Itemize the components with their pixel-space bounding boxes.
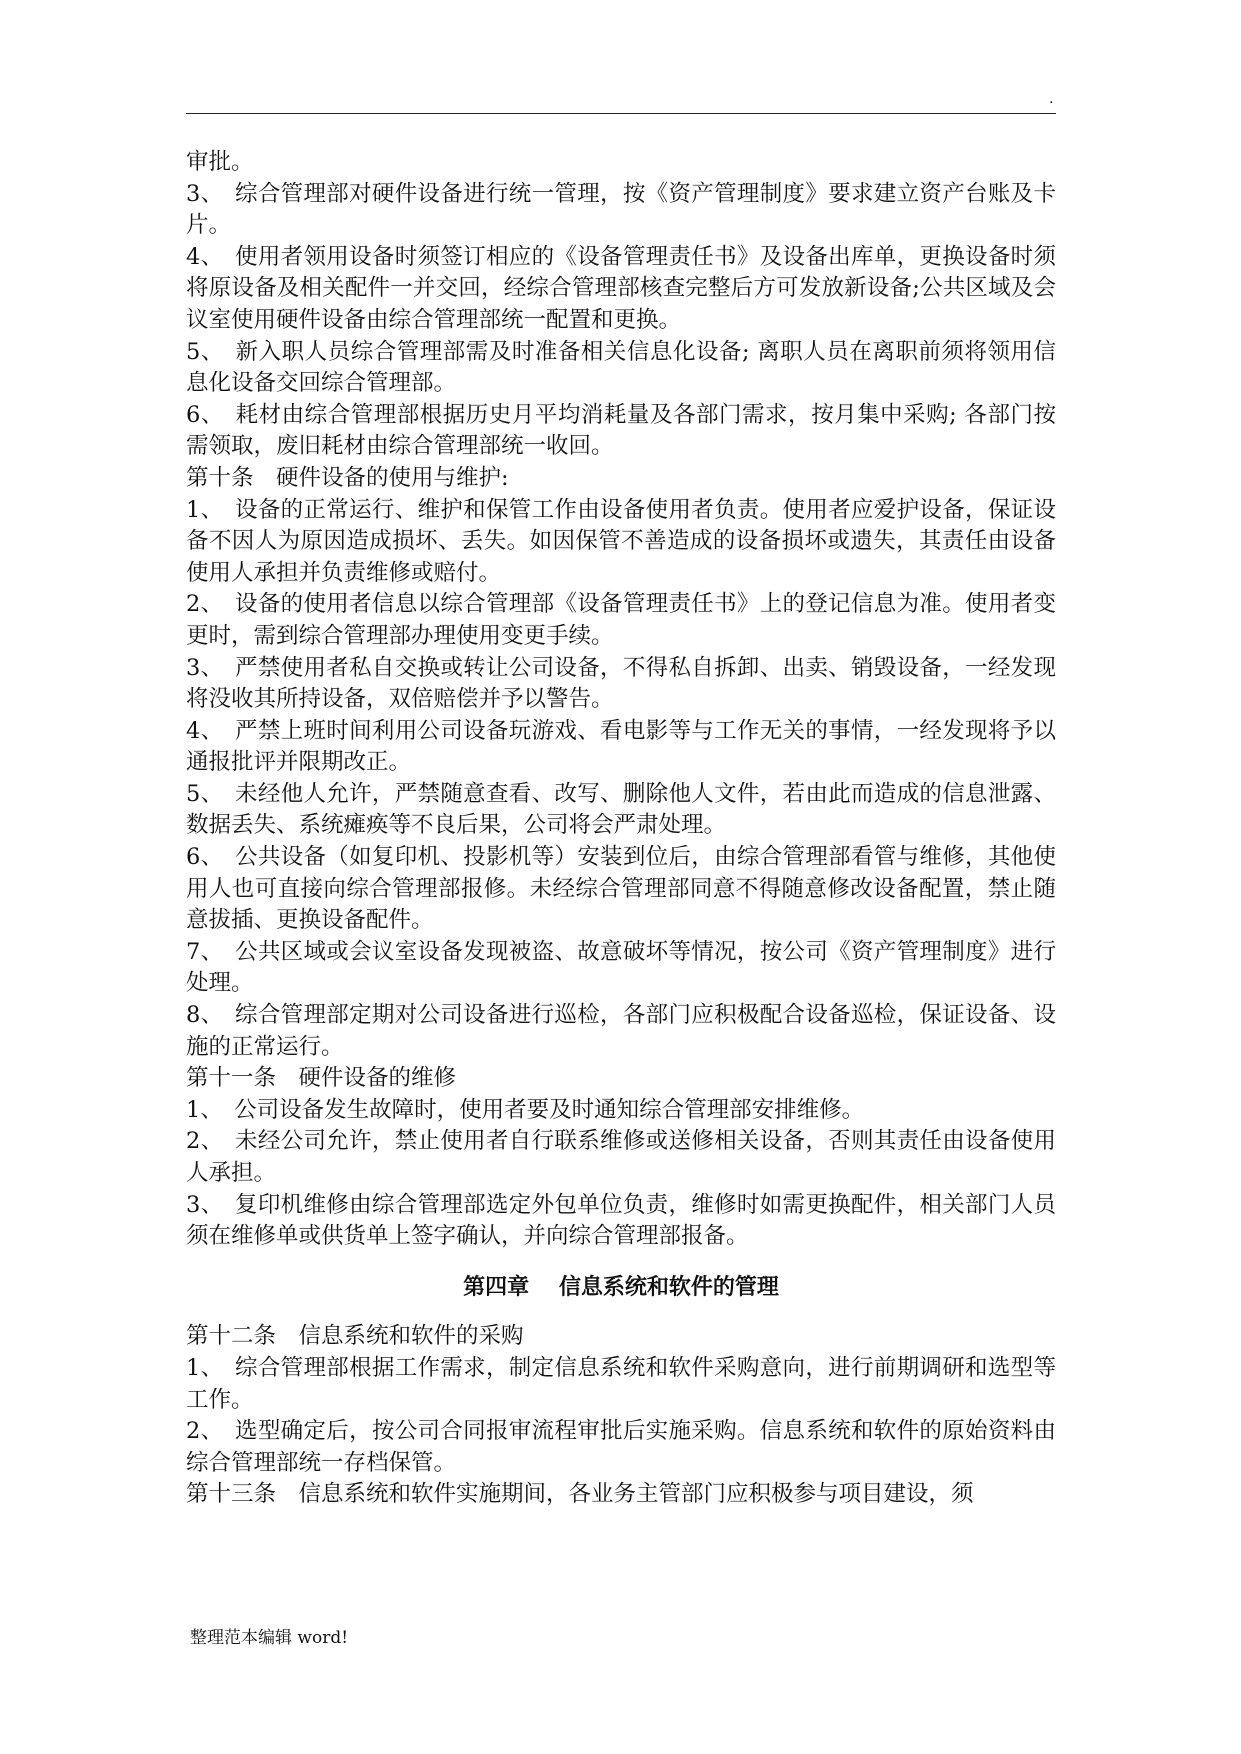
article-heading: 第十条 硬件设备的使用与维护: bbox=[186, 464, 509, 491]
paragraph: 1、 综合管理部根据工作需求，制定信息系统和软件采购意向，进行前期调研和选型等工作。 bbox=[186, 1354, 1056, 1413]
paragraph: 第十三条 信息系统和软件实施期间，各业务主管部门应积极参与项目建设，须 bbox=[186, 1481, 974, 1508]
chapter-title: 第四章 信息系统和软件的管理 bbox=[463, 1274, 779, 1300]
paragraph: 1、 设备的正常运行、维护和保管工作由设备使用者负责。使用者应爱护设备，保证设备不因人为原因造成损坏、丢失。如因保管不善造成的设备损坏或遗失，其责任由设备使用人承担并负责维修或赔付。 bbox=[186, 496, 1056, 586]
paragraph: 2、 未经公司允许，禁止使用者自行联系维修或送修相关设备，否则其责任由设备使用人承担。 bbox=[186, 1128, 1056, 1186]
paragraph: 2、 选型确定后，按公司合同报审流程审批后实施采购。信息系统和软件的原始资料由综合管理部统一存档保管。 bbox=[186, 1418, 1056, 1476]
article-heading: 第十二条 信息系统和软件的采购 bbox=[186, 1323, 524, 1350]
article-heading: 第十一条 硬件设备的维修 bbox=[186, 1065, 457, 1092]
paragraph: 8、 综合管理部定期对公司设备进行巡检，各部门应积极配合设备巡检，保证设备、设施的正常运行。 bbox=[186, 1002, 1056, 1060]
paragraph: 7、 公共区域或会议室设备发现被盗、故意破坏等情况，按公司《资产管理制度》进行处理。 bbox=[186, 938, 1056, 997]
paragraph: 5、 新入职人员综合管理部需及时准备相关信息化设备; 离职人员在离职前须将领用信息化设备交回综合管理部。 bbox=[186, 338, 1056, 397]
paragraph: 3、 复印机维修由综合管理部选定外包单位负责，维修时如需更换配件，相关部门人员须在维修单或供货单上签字确认，并向综合管理部报备。 bbox=[186, 1191, 1056, 1250]
paragraph: 4、 严禁上班时间利用公司设备玩游戏、看电影等与工作无关的事情，一经发现将予以通报批评并限期改正。 bbox=[186, 717, 1056, 776]
paragraph: 2、 设备的使用者信息以综合管理部《设备管理责任书》上的登记信息为准。使用者变更时，需到综合管理部办理使用变更手续。 bbox=[186, 591, 1056, 649]
paragraph: 6、 公共设备（如复印机、投影机等）安装到位后，由综合管理部看管与维修，其他使用人也可直接向综合管理部报修。未经综合管理部同意不得随意修改设备配置，禁止随意拔插、更换设备配件。 bbox=[186, 844, 1056, 934]
document-body bbox=[186, 147, 1056, 1511]
paragraph: 1、 公司设备发生故障时，使用者要及时通知综合管理部安排维修。 bbox=[186, 1096, 865, 1123]
paragraph: 审批。 bbox=[186, 149, 254, 175]
header-mark: . bbox=[1049, 91, 1054, 107]
header-rule bbox=[186, 113, 1056, 114]
page-footer: 整理范本编辑 word! bbox=[190, 1628, 349, 1648]
paragraph: 3、 综合管理部对硬件设备进行统一管理，按《资产管理制度》要求建立资产台账及卡片。 bbox=[186, 180, 1056, 239]
paragraph: 6、 耗材由综合管理部根据历史月平均消耗量及各部门需求，按月集中采购; 各部门按需领取，废旧耗材由综合管理部统一收回。 bbox=[186, 401, 1056, 460]
paragraph: 5、 未经他人允许，严禁随意查看、改写、删除他人文件，若由此而造成的信息泄露、数据丢失、系统瘫痪等不良后果，公司将会严肃处理。 bbox=[186, 780, 1056, 839]
paragraph: 3、 严禁使用者私自交换或转让公司设备，不得私自拆卸、出卖、销毁设备，一经发现将没收其所持设备，双倍赔偿并予以警告。 bbox=[186, 654, 1056, 713]
paragraph: 4、 使用者领用设备时须签订相应的《设备管理责任书》及设备出库单，更换设备时须将原设备及相关配件一并交回，经综合管理部核查完整后方可发放新设备;公共区域及会议室使用硬件设备由综合管理部统一配置和更换。 bbox=[186, 243, 1056, 333]
